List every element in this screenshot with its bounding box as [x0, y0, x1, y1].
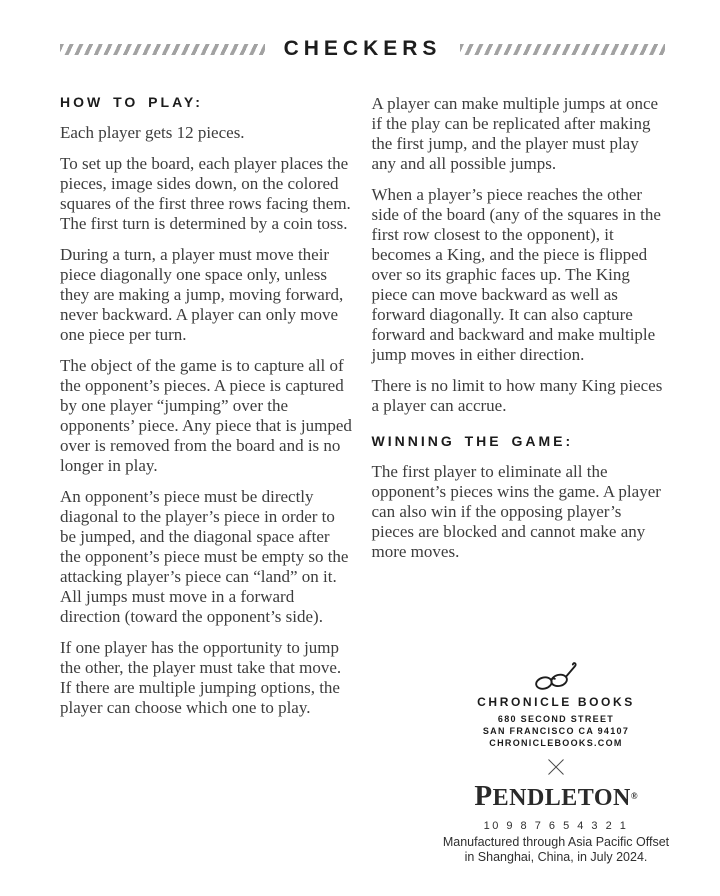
howto-paragraph-1: Each player gets 12 pieces. — [60, 123, 245, 142]
hatch-decoration-right — [460, 44, 665, 55]
hatch-decoration-left — [60, 44, 265, 55]
registered-trademark-symbol: ® — [630, 791, 638, 801]
x-separator-icon — [546, 757, 566, 777]
howto-paragraph-2: To set up the board, each player places the pieces, image sides down, on the colored squares of the first three rows facing them. The first turn is determined by a coin toss. — [60, 154, 351, 233]
manufacture-line2: in Shanghai, China, in July 2024. — [464, 850, 648, 865]
manufacture-line1: Manufactured through Asia Pacific Offset — [442, 835, 670, 850]
howto-paragraph-4: The object of the game is to capture all of the opponent’s pieces. A piece is captured by one player “jumping” over the opponents’ piece. Any piece that is jumped over is removed from the board and is no longer in play. — [60, 356, 352, 475]
publisher-name: CHRONICLE BOOKS — [477, 695, 635, 709]
winning-the-game-heading: WINNING THE GAME: — [371, 433, 574, 449]
page-title: CHECKERS — [283, 37, 442, 60]
howto-paragraph-5: An opponent’s piece must be directly diagonal to the player’s piece in order to be jumped, and the diagonal space after the opponent’s piece must be empty so the attacking player’s piece can “land” on it. All jumps must move in a forward direction (toward the opponent’s side). — [60, 487, 349, 626]
howto-paragraph-3: During a turn, a player must move their piece diagonally one space only, unless they are making a jump, moving forward, never backward. A player can only move one piece per turn. — [60, 245, 344, 344]
pendleton-logo — [406, 782, 706, 815]
masthead — [60, 37, 665, 61]
colophon — [406, 658, 706, 865]
column-left — [60, 94, 354, 729]
publisher-website: CHRONICLEBOOKS.COM — [489, 738, 623, 748]
howto-paragraph-6: If one player has the opportunity to jump the other, the player must take that move. If there are multiple jumping options, the player can choose which one to play. — [60, 638, 342, 717]
rules-paragraph-7: A player can make multiple jumps at once if the play can be replicated after making the first jump, and the player must play any and all possible jumps. — [371, 94, 659, 173]
print-run-numbers: 10 9 8 7 6 5 4 3 2 1 — [483, 820, 629, 833]
pendleton-wordmark: PENDLETON — [474, 780, 631, 813]
winning-paragraph: The first player to eliminate all the opponent’s pieces wins the game. A player can also win if the opposing player’s pieces are blocked and cannot make any more moves. — [371, 462, 661, 561]
column-right — [372, 94, 666, 729]
rules-paragraph-9: There is no limit to how many King pieces a player can accrue. — [371, 376, 663, 415]
publisher-address-line2: SAN FRANCISCO CA 94107 — [482, 726, 630, 736]
publisher-address-line1: 680 SECOND STREET — [497, 714, 615, 724]
glasses-icon — [531, 658, 581, 692]
rules-columns — [60, 94, 665, 729]
how-to-play-heading: HOW TO PLAY: — [60, 94, 203, 110]
rules-paragraph-8: When a player’s piece reaches the other side of the board (any of the squares in the first row closest to the opponent), it becomes a King, and the piece is flipped over so its graphic faces up. The King piece can move backward as well as forward diagonally. It can also capture forward and backward and make multiple jump moves in either direction. — [371, 185, 661, 364]
